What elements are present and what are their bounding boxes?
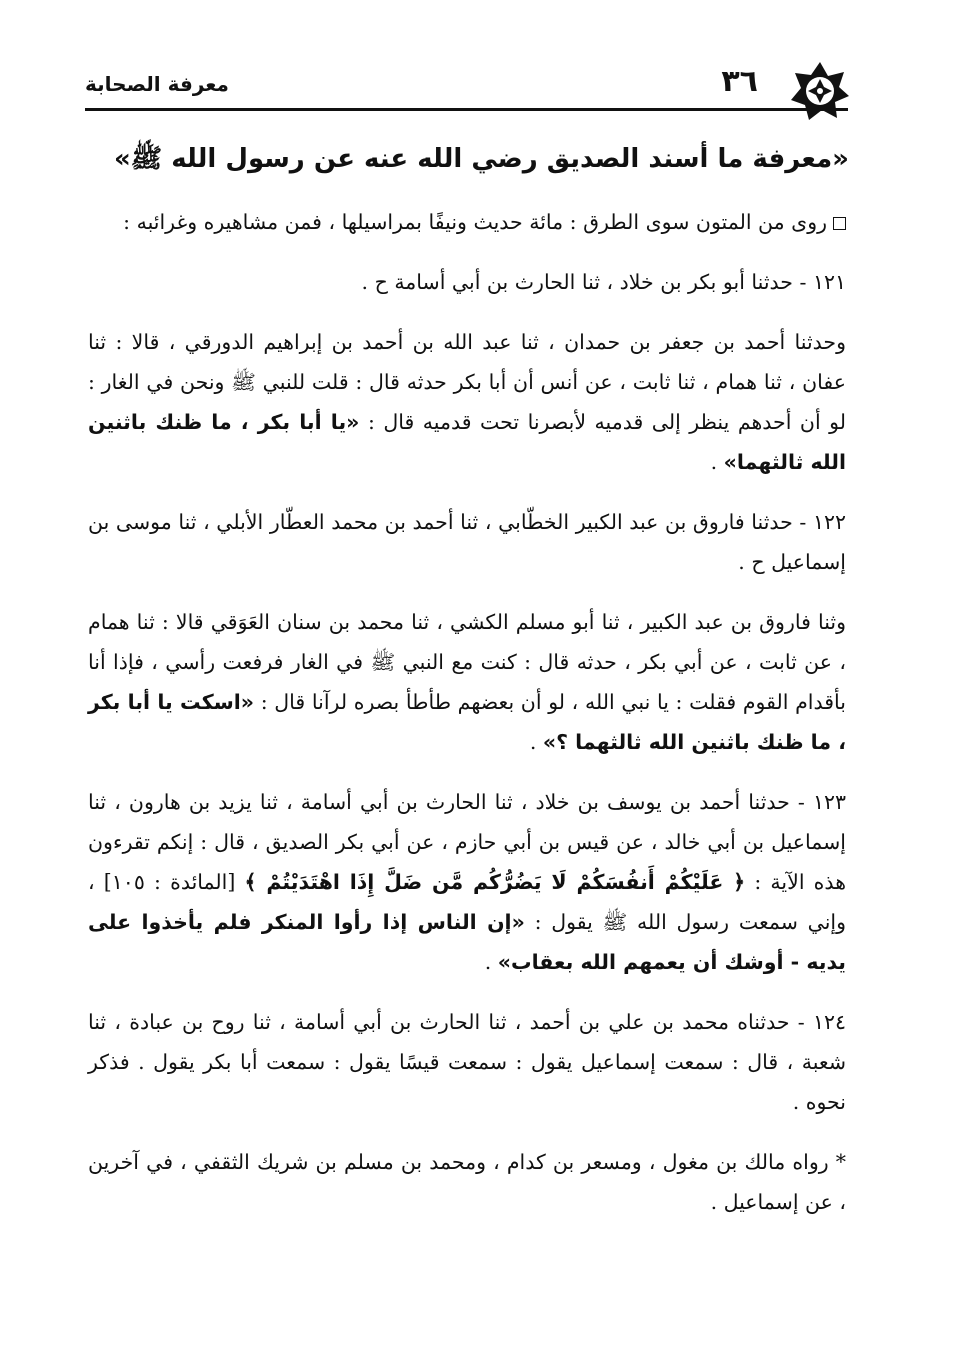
hadith-text-bold: «يا أبا بكر ، ما ظنك باثنين الله ثالثهما»: [88, 410, 846, 474]
quran-verse: ﴿ عَلَيْكُمْ أَنفُسَكُمْ لَا يَضُرُّكُم مَّن ضَلَّ إِذَا اهْتَدَيْتُمْ ﴾: [244, 870, 746, 894]
hadith-text-bold: «إن الناس إذا رأوا المنكر فلم يأخذوا على يديه - أوشك أن يعمهم الله بعقاب»: [88, 910, 846, 974]
verse-reference: [المائدة : ١٠٥] ، وإني سمعت رسول الله ﷺ يقول :: [88, 870, 846, 934]
hadith-122: ١٢٢ - حدثنا فاروق بن عبد الكبير الخطّابي ، ثنا أحمد بن محمد العطّار الأبلي ، ثنا موسى بن إسماعيل ح .: [88, 510, 846, 574]
hadith-124: ١٢٤ - حدثناه محمد بن علي بن أحمد ، ثنا الحارث بن أبي أسامة ، ثنا روح بن عبادة ، ثنا شعبة ، قال : سمعت إسماعيل يقول : سمعت قيسًا يقول : سمعت أبا بكر يقول . فذكر نحوه .: [88, 1010, 846, 1114]
square-bullet-icon: [833, 217, 846, 230]
narrators-note: * رواه مالك بن مغول ، ومسعر بن كدام ، ومحمد بن مسلم بن شريك الثقفي ، في آخرين ، عن إسماعيل .: [88, 1150, 846, 1214]
hadith-121-chain: وحدثنا أحمد بن جعفر بن حمدان ، ثنا عبد الله بن أحمد بن إبراهيم الدورقي ، قالا : ثنا عفان ، ثنا همام ، ثنا ثابت ، عن أنس أن أبا بكر حدثه قال : قلت للنبي ﷺ ونحن في الغار : لو أن أحدهم ينظر إلى قدميه لأبصرنا تحت قدميه قال : «يا أبا بكر ، ما ظنك باثنين الله ثالثهما» .: [88, 330, 846, 474]
hadith-123: ١٢٣ - حدثنا أحمد بن يوسف بن خلاد ، ثنا الحارث بن أبي أسامة ، ثنا يزيد بن هارون ، ثنا إسماعيل بن أبي خالد ، عن قيس بن أبي حازم ، عن أبي بكر الصديق ، قال : إنكم تقرءون هذه الآية : ﴿ عَلَيْكُمْ أَنفُسَكُمْ لَا يَضُرُّكُم مَّن ضَلَّ إِذَا اهْتَدَيْتُمْ ﴾ [المائدة : ١٠٥] ، وإني سمعت رسول الله ﷺ يقول : «إن الناس إذا رأوا المنكر فلم يأخذوا على يديه - أوشك أن يعمهم الله بعقاب» .: [88, 790, 846, 974]
hadith-121: ١٢١ - حدثنا أبو بكر بن خلاد ، ثنا الحارث بن أبي أسامة ح .: [361, 270, 846, 294]
body-text: [88, 202, 846, 1242]
running-header: [85, 64, 848, 111]
hadith-122-chain: وثنا فاروق بن عبد الكبير ، ثنا أبو مسلم الكشي ، ثنا محمد بن سنان العَوَقي قالا : ثنا همام ، عن ثابت ، عن أبي بكر ، حدثه قال : كنت مع النبي ﷺ في الغار فرفعت رأسي ، فإذا أنا بأقدام القوم فقلت : يا نبي الله ، لو أن بعضهم طأطأ بصره لرآنا قال : «اسكت يا أبا بكر ، ما ظنك باثنين الله ثالثهما ؟» .: [88, 610, 846, 754]
section-title: «معرفة ما أسند الصديق رضي الله عنه عن رسول الله ﷺ»: [114, 144, 849, 174]
paragraph-intro: روى من المتون سوى الطرق : مائة حديث ونيفًا بمراسيلها ، فمن مشاهيره وغرائبه :: [88, 202, 846, 242]
page-number: ٣٦: [721, 64, 758, 99]
hadith-text-bold: «اسكت يا أبا بكر ، ما ظنك باثنين الله ثالثهما ؟»: [88, 690, 846, 754]
book-title: معرفة الصحابة: [85, 72, 229, 96]
